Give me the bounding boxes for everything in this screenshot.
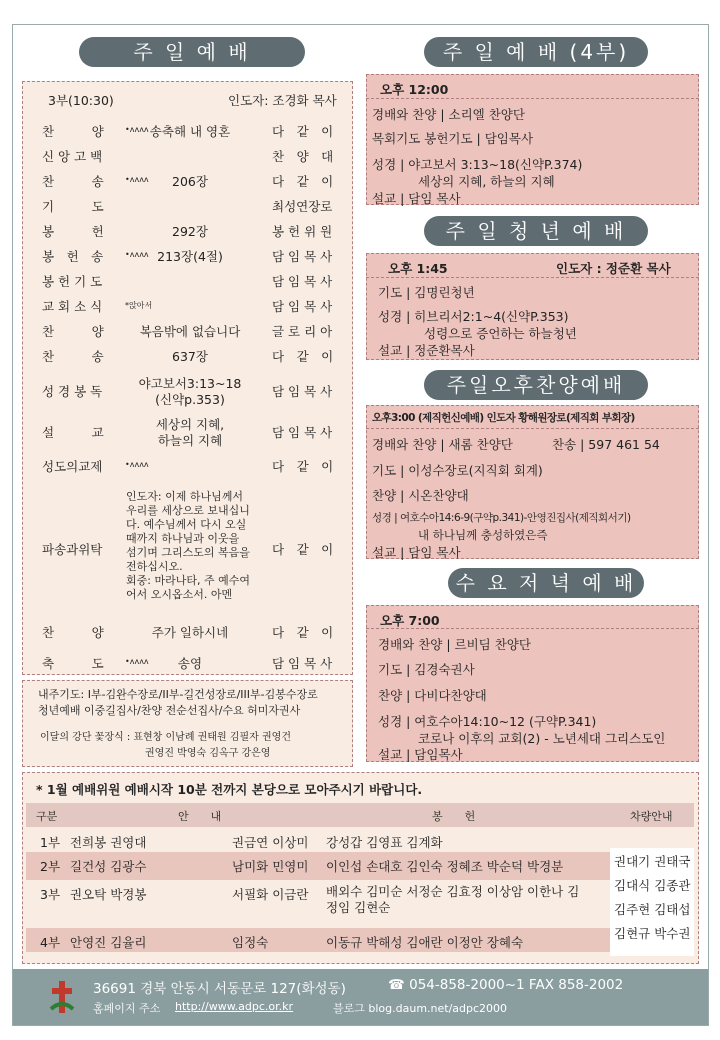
row-person: 다 같 이 — [272, 459, 334, 474]
row-label: 봉 헌 송 — [42, 249, 104, 264]
row-label: 찬 송 — [42, 174, 104, 189]
wednesday-line: 기도 | 김경숙권사 — [378, 662, 475, 677]
row-person: 담 임 목 사 — [272, 299, 333, 314]
col-header: 안 내 — [178, 810, 222, 823]
sending-line: 회중: 마라나타, 주 예수여 — [126, 574, 250, 587]
wednesday-line: 성경 | 여호수아14:10~12 (구약P.341) — [378, 714, 597, 729]
wednesday-time: 오후 7:00 — [380, 613, 440, 628]
afternoon-hymns: 찬송 | 597 461 54 — [552, 437, 660, 452]
row-person: 다 같 이 — [272, 124, 334, 139]
divider — [366, 628, 699, 629]
roster-guide: 전희봉 권영대 — [70, 835, 147, 850]
wednesday-line: 경배와 찬양 | 르비딤 찬양단 — [378, 637, 531, 652]
service4-line: 경배와 찬양 | 소리엘 찬양단 — [372, 107, 525, 122]
service4-line: 목회기도 봉헌기도 | 담임목사 — [372, 131, 534, 146]
row-label: 찬 양 — [42, 324, 104, 339]
row-label: 봉 헌 기 도 — [42, 274, 103, 289]
service4-line: 세상의 지혜, 하늘의 지혜 — [418, 174, 555, 189]
service-leader: 인도자: 조경화 목사 — [228, 93, 337, 108]
row-label: 파송과위탁 — [42, 542, 103, 557]
sending-line: 우리를 세상으로 보내십니 — [126, 504, 250, 517]
roster-guide: 임정숙 — [232, 935, 269, 950]
row-person: 다 같 이 — [272, 174, 334, 189]
right2-title-pill: 주 일 청 년 예 배 — [424, 216, 648, 246]
footer-address: 36691 경북 안동시 서동문로 127(화성동) — [93, 981, 346, 997]
wednesday-line: 코로나 이후의 교회(2) - 노년세대 그리스도인 — [418, 731, 666, 746]
sending-line: 섬기며 그리스도의 복음을 — [126, 546, 250, 559]
service-time: 3부(10:30) — [48, 93, 114, 108]
roster-guide: 권오탁 박경봉 — [70, 887, 147, 902]
blog-address[interactable]: 블로그 blog.daum.net/adpc2000 — [333, 1002, 508, 1015]
roster-offer: 강성갑 김영표 김계화 — [326, 835, 443, 850]
sending-line: 인도자: 이제 하나님께서 — [126, 490, 243, 503]
wednesday-line: 찬양 | 다비다찬양대 — [378, 688, 487, 703]
row-label: 찬 양 — [42, 124, 104, 139]
row-label: 신 앙 고 백 — [42, 149, 103, 164]
service4-line: 성경 | 야고보서 3:13~18(신약P.374) — [372, 157, 583, 172]
right3-title-pill: 주일오후찬양예배 — [424, 370, 648, 400]
row-person: 다 같 이 — [272, 349, 334, 364]
divider — [366, 277, 699, 278]
standing-mark: *앉아서 — [125, 301, 153, 310]
sending-line: 다. 예수님께서 다시 오실 — [126, 518, 247, 531]
roster-part: 3부 — [40, 887, 61, 902]
roster-guide: 권금연 이상미 — [232, 835, 309, 850]
afternoon-header: 오후3:00 (제직헌신예배) 인도자 황해원장로(제직회 부회장) — [372, 412, 635, 424]
row-person: 글 로 리 아 — [272, 324, 333, 339]
row-label: 찬 양 — [42, 625, 104, 640]
row-label: 봉 헌 — [42, 224, 104, 239]
row-content: 637장 — [172, 349, 208, 364]
afternoon-line: 기도 | 이성수장로(지직회 회계) — [372, 463, 543, 478]
row-person: 봉 헌 위 원 — [272, 224, 333, 239]
row-content: 213장(4절) — [157, 249, 223, 264]
roster-offer: 이인섭 손대호 김인숙 정혜조 박순덕 박경분 — [326, 859, 564, 874]
youth-line: 성경 | 히브리서2:1~4(신약P.353) — [378, 309, 569, 324]
row-content: 하늘의 지혜 — [157, 433, 223, 448]
standing-mark: •ʌʌʌʌ — [125, 175, 149, 184]
roster-guide: 남미화 민영미 — [232, 859, 309, 874]
row-content: 주가 일하시네 — [151, 625, 229, 640]
row-label: 설 교 — [42, 425, 104, 440]
roster-guide: 안영진 김율리 — [70, 935, 147, 950]
standing-mark: •ʌʌʌʌ — [125, 460, 149, 469]
row-person: 담 임 목 사 — [272, 274, 333, 289]
standing-mark: •ʌʌʌʌ — [125, 125, 149, 134]
service4-time: 오후 12:00 — [380, 82, 449, 97]
prayer-note: 청년예배 이중길집사/찬양 전순선집사/수요 허미자권사 — [38, 704, 301, 717]
car-name: 김주현 김태섭 — [614, 902, 691, 917]
homepage-label: 홈페이지 주소 — [93, 1002, 161, 1015]
roster-heading: * 1월 예배위원 예배시작 10분 전까지 본당으로 모아주시기 바랍니다. — [36, 782, 423, 797]
flower-note: 이달의 강단 꽃장식 : 표현창 이남례 권태원 김필자 권영건 — [40, 732, 291, 743]
col-header: 봉 헌 — [432, 810, 476, 823]
row-label: 성 경 봉 독 — [42, 384, 103, 399]
youth-line: 기도 | 김명린청년 — [378, 285, 475, 300]
youth-leader: 인도자 : 정준환 목사 — [556, 261, 671, 276]
service4-line: 설교 | 담임 목사 — [372, 191, 461, 206]
row-content: 206장 — [172, 174, 208, 189]
row-person: 담 임 목 사 — [272, 425, 333, 440]
left-title-pill: 주 일 예 배 — [79, 37, 305, 67]
row-content: 송영 — [177, 656, 203, 671]
afternoon-line: 찬양 | 시온찬양대 — [372, 488, 469, 503]
car-name: 김대식 김종관 — [614, 878, 691, 893]
youth-line: 설교 | 정준환목사 — [378, 343, 475, 358]
afternoon-line: 설교 | 담임 목사 — [372, 545, 461, 560]
roster-offer: 이동규 박해성 김애란 이정안 장혜숙 — [326, 935, 524, 950]
row-person: 최성연장로 — [272, 199, 333, 214]
sending-line: 전하십시오. — [126, 560, 183, 573]
roster-header-row — [26, 803, 694, 827]
row-label: 성도의교제 — [42, 459, 103, 474]
row-label: 교 회 소 식 — [42, 299, 103, 314]
afternoon-line: 내 하나님께 충성하였은즉 — [418, 528, 548, 542]
right4-title-pill: 수 요 저 녁 예 배 — [448, 568, 644, 598]
row-person: 다 같 이 — [272, 542, 334, 557]
standing-mark: •ʌʌʌʌ — [125, 250, 149, 259]
right1-title-pill: 주 일 예 배 (4부) — [424, 37, 648, 67]
row-label: 찬 송 — [42, 349, 104, 364]
afternoon-line: 경배와 찬양 | 새롬 찬양단 — [372, 437, 513, 452]
footer-phone: ☎ 054-858-2000~1 FAX 858-2002 — [388, 977, 624, 993]
row-label: 기 도 — [42, 199, 104, 214]
row-content: (신약p.353) — [155, 392, 225, 407]
sending-line: 때까지 하나님과 이웃을 — [126, 532, 240, 545]
car-name: 김현규 박수권 — [614, 926, 691, 941]
col-header: 차량안내 — [630, 810, 673, 823]
roster-guide: 길건성 김광수 — [70, 859, 147, 874]
row-content: 복음밖에 없습니다 — [139, 324, 241, 339]
divider — [366, 98, 699, 99]
row-person: 담 임 목 사 — [272, 249, 333, 264]
wednesday-line: 설교 | 담임목사 — [378, 747, 463, 762]
youth-time: 오후 1:45 — [388, 261, 448, 276]
footer — [13, 969, 708, 1025]
col-header: 구분 — [36, 810, 58, 823]
standing-mark: •ʌʌʌʌ — [125, 657, 149, 666]
row-content: 송축해 내 영혼 — [149, 124, 231, 139]
car-name: 권대기 권태국 — [614, 854, 691, 869]
homepage-link[interactable]: http://www.adpc.or.kr — [175, 1000, 294, 1013]
roster-guide: 서필화 이금란 — [232, 887, 309, 902]
roster-offer: 배외수 김미순 서정순 김효정 이상암 이한나 김정임 김현순 — [326, 884, 580, 915]
flower-note: 권영진 박영숙 김옥구 강은영 — [145, 748, 271, 759]
roster-part: 4부 — [40, 935, 61, 950]
row-person: 담 임 목 사 — [272, 656, 333, 671]
prayer-note: 내주기도: I부-김완수장로/II부-길건성장로/III부-김봉수장로 — [38, 688, 318, 701]
row-content: 292장 — [172, 224, 208, 239]
sending-line: 어서 오시옵소서. 아멘 — [126, 588, 233, 601]
roster-part: 2부 — [40, 859, 61, 874]
row-person: 담 임 목 사 — [272, 384, 333, 399]
cross-logo-icon — [49, 979, 75, 1015]
roster-part: 1부 — [40, 835, 61, 850]
afternoon-line: 성경 | 여호수아14:6-9(구약p.341)-안영진집사(제직회서기) — [372, 512, 631, 524]
row-content: 세상의 지혜, — [155, 417, 225, 432]
youth-line: 성령으로 증언하는 하늘청년 — [424, 326, 577, 341]
row-person: 다 같 이 — [272, 625, 334, 640]
row-person: 찬 양 대 — [272, 149, 334, 164]
row-label: 축 도 — [42, 656, 104, 671]
row-content: 야고보서3:13~18 — [138, 376, 242, 391]
divider — [366, 428, 699, 429]
